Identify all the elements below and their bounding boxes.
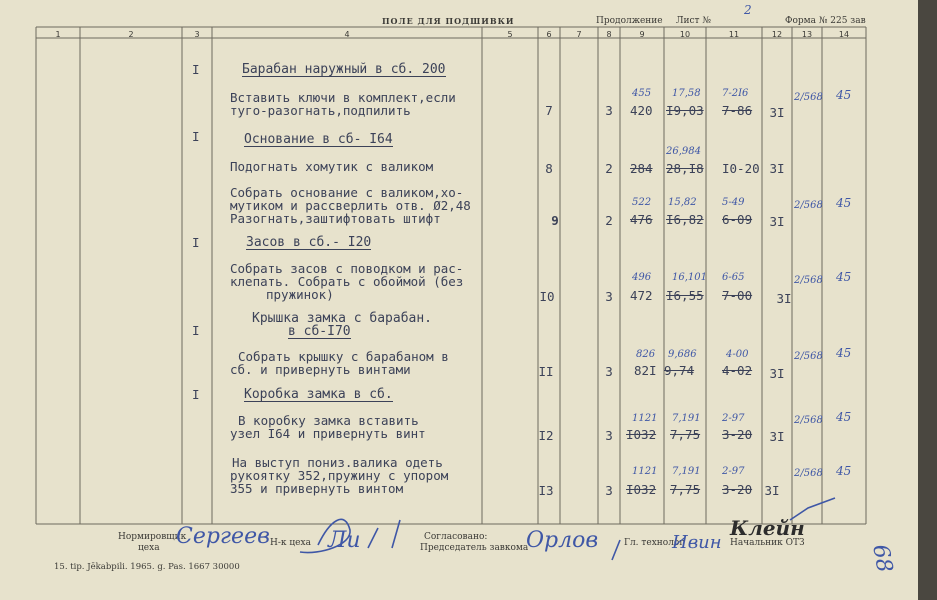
cell-col11: 3-20: [722, 427, 753, 442]
chief-technologist-label: Гл. технолог: [624, 538, 685, 548]
operation-text: сб. и привернуть винтами: [230, 362, 411, 377]
cell-col9-new: 826: [636, 349, 656, 360]
normer-label-2: цеха: [138, 543, 160, 553]
cell-col10: I6,82: [666, 212, 704, 227]
col-num-2: 2: [128, 30, 134, 39]
cell-col10: 28,I8: [666, 161, 704, 176]
col-num-3: 3: [194, 30, 200, 39]
operation-text: мутиком и рассверлить отв. Ø2,48: [230, 198, 471, 213]
cell-col9: 472: [630, 288, 653, 303]
binding-field-label: ПОЛЕ ДЛЯ ПОДШИВКИ: [382, 16, 515, 26]
head-of-shop-label: Н-к цеха: [270, 538, 311, 548]
cell-col9-new: 1121: [632, 413, 658, 424]
operation-text: пружинок): [266, 287, 334, 302]
section-title: Крышка замка с барабан.: [252, 311, 433, 326]
section-marker: I: [192, 62, 200, 77]
operation-text: Собрать крышку с барабаном в: [238, 349, 449, 364]
col-num-4: 4: [344, 30, 350, 39]
cell-col9: 284: [630, 161, 653, 176]
cell-col11: 3-20: [722, 482, 753, 497]
cell-col10: 9,74: [664, 363, 695, 378]
cell-col10-new: 9,686: [668, 349, 697, 360]
sheet-number-value: 2: [744, 3, 752, 17]
cell-col11: 7-86: [722, 103, 753, 118]
cell-col10-new: 17,58: [672, 88, 701, 99]
section-title: Засов в сб.- I20: [246, 235, 372, 250]
cell-col14: 45: [836, 270, 852, 284]
cell-col10: I9,03: [666, 103, 704, 118]
operation-text: рукоятку 352,пружину с упором: [230, 468, 449, 483]
section-title: Основание в сб- I64: [244, 132, 393, 147]
operation-number: II: [538, 364, 554, 379]
normer-label: Нормировщик: [118, 532, 187, 542]
cell-col9: I032: [626, 482, 657, 497]
operation-text: Разогнать,заштифтовать штифт: [230, 211, 441, 226]
signature-normer: Сергеев: [176, 524, 270, 549]
agreed-label: Согласовано:: [424, 532, 488, 542]
cell-col10: I6,55: [666, 288, 704, 303]
col-num-10: 10: [679, 30, 691, 39]
col-num-8: 8: [606, 30, 612, 39]
cell-col12: 3I: [769, 214, 785, 229]
section-title: в сб-I70: [288, 324, 351, 339]
sheet-number-label: Лист №: [676, 16, 711, 26]
operation-text: В коробку замка вставить: [238, 413, 419, 428]
cell-col11: 6-09: [722, 212, 753, 227]
cell-col10-new: 26,984: [666, 146, 701, 157]
cell-col10-new: 7,191: [672, 466, 701, 477]
cell-col13: 2/568: [794, 415, 823, 426]
cell-col13: 2/568: [794, 351, 823, 362]
col-num-11: 11: [728, 30, 740, 39]
cell-col11-new: 7-2I6: [722, 88, 749, 99]
operation-number: I2: [538, 428, 554, 443]
cell-col9: 420: [630, 103, 653, 118]
operation-number: 8: [545, 161, 553, 176]
cell-col8: 3: [605, 289, 613, 304]
cell-col12: 3I: [769, 429, 785, 444]
cell-col9-new: 455: [632, 88, 652, 99]
cell-col12: 3I: [769, 161, 785, 176]
cell-col12: 3I: [764, 483, 780, 498]
cell-col9: 82I: [634, 363, 657, 378]
book-edge: [918, 0, 937, 600]
cell-col9: 476: [630, 212, 653, 227]
cell-col13: 2/568: [794, 275, 823, 286]
operation-number: 7: [545, 103, 553, 118]
col-num-1: 1: [55, 30, 61, 39]
operation-text: Подогнать хомутик с валиком: [230, 159, 434, 174]
signature-head: Ли: [328, 528, 361, 553]
cell-col10: 7,75: [670, 482, 701, 497]
cell-col11-new: 2-97: [722, 466, 745, 477]
signature-agreed: Орлов: [526, 528, 599, 553]
cell-col9-new: 496: [632, 272, 652, 283]
col-num-12: 12: [771, 30, 783, 39]
section-marker: I: [192, 387, 200, 402]
col-num-7: 7: [576, 30, 582, 39]
cell-col11-new: 5-49: [722, 197, 745, 208]
form-number-label: Форма № 225 зав: [785, 16, 866, 26]
operation-text: На выступ пониз.валика одеть: [232, 455, 443, 470]
operation-text: Собрать основание с валиком,хо-: [230, 185, 464, 200]
cell-col11: 4-02: [722, 363, 753, 378]
cell-col10-new: 15,82: [668, 197, 697, 208]
col-num-6: 6: [546, 30, 552, 39]
cell-col8: 2: [605, 161, 613, 176]
cell-col10: 7,75: [670, 427, 701, 442]
signature-tech: Ивин: [672, 532, 722, 553]
cell-col8: 3: [605, 103, 613, 118]
operation-text: Вставить ключи в комплект,если: [230, 90, 456, 105]
operation-number: I0: [539, 289, 555, 304]
cell-col9-new: 522: [632, 197, 652, 208]
operation-text: 355 и привернуть винтом: [230, 481, 404, 496]
cell-col11: I0-20: [722, 161, 760, 176]
section-marker: I: [192, 129, 200, 144]
section-marker: I: [192, 323, 200, 338]
cell-col13: 2/568: [794, 200, 823, 211]
col-num-13: 13: [801, 30, 813, 39]
continuation-label: Продолжение: [596, 16, 663, 26]
quality-chief-label: Начальник ОТЗ: [730, 538, 805, 548]
cell-col11-new: 4-00: [726, 349, 749, 360]
operation-text: Собрать засов с поводком и рас-: [230, 261, 464, 276]
cell-col14: 45: [836, 464, 852, 478]
cell-col14: 45: [836, 196, 852, 210]
cell-col13: 2/568: [794, 468, 823, 479]
cell-col13: 2/568: [794, 92, 823, 103]
cell-col8: 2: [605, 213, 613, 228]
signature-chief: Клейн: [730, 516, 805, 540]
cell-col10-new: 16,101: [672, 272, 707, 283]
committee-chair-label: Председатель завкома: [420, 543, 529, 553]
operation-number: I3: [538, 483, 554, 498]
col-num-14: 14: [838, 30, 850, 39]
cell-col8: 3: [605, 428, 613, 443]
cell-col11-new: 6-65: [722, 272, 745, 283]
cell-col9: I032: [626, 427, 657, 442]
cell-col8: 3: [605, 364, 613, 379]
col-num-5: 5: [507, 30, 513, 39]
cell-col12: 3I: [769, 366, 785, 381]
cell-col8: 3: [605, 483, 613, 498]
cell-col9-new: 1121: [632, 466, 658, 477]
operation-text: клепать. Собрать с обоймой (без: [230, 274, 464, 289]
cell-col12: 3I: [769, 105, 785, 120]
section-marker: I: [192, 235, 200, 250]
cell-col14: 45: [836, 410, 852, 424]
cell-col11: 7-00: [722, 288, 753, 303]
signature-stroke-3: [612, 540, 620, 560]
cell-col14: 45: [836, 346, 852, 360]
operation-text: туго-разогнать,подпилить: [230, 103, 411, 118]
page-number-mark: 68: [867, 542, 897, 575]
section-title: Коробка замка в сб.: [244, 387, 393, 402]
cell-col10-new: 7,191: [672, 413, 701, 424]
cell-col12: 3I: [776, 291, 792, 306]
operation-number: 9: [551, 213, 559, 228]
operation-text: узел I64 и привернуть винт: [230, 426, 426, 441]
cell-col14: 45: [836, 88, 852, 102]
cell-col11-new: 2-97: [722, 413, 745, 424]
print-info: 15. tip. Jēkabpili. 1965. g. Pas. 1667 30000: [54, 562, 240, 572]
col-num-9: 9: [639, 30, 645, 39]
section-title: Барабан наружный в сб. 200: [242, 62, 446, 77]
